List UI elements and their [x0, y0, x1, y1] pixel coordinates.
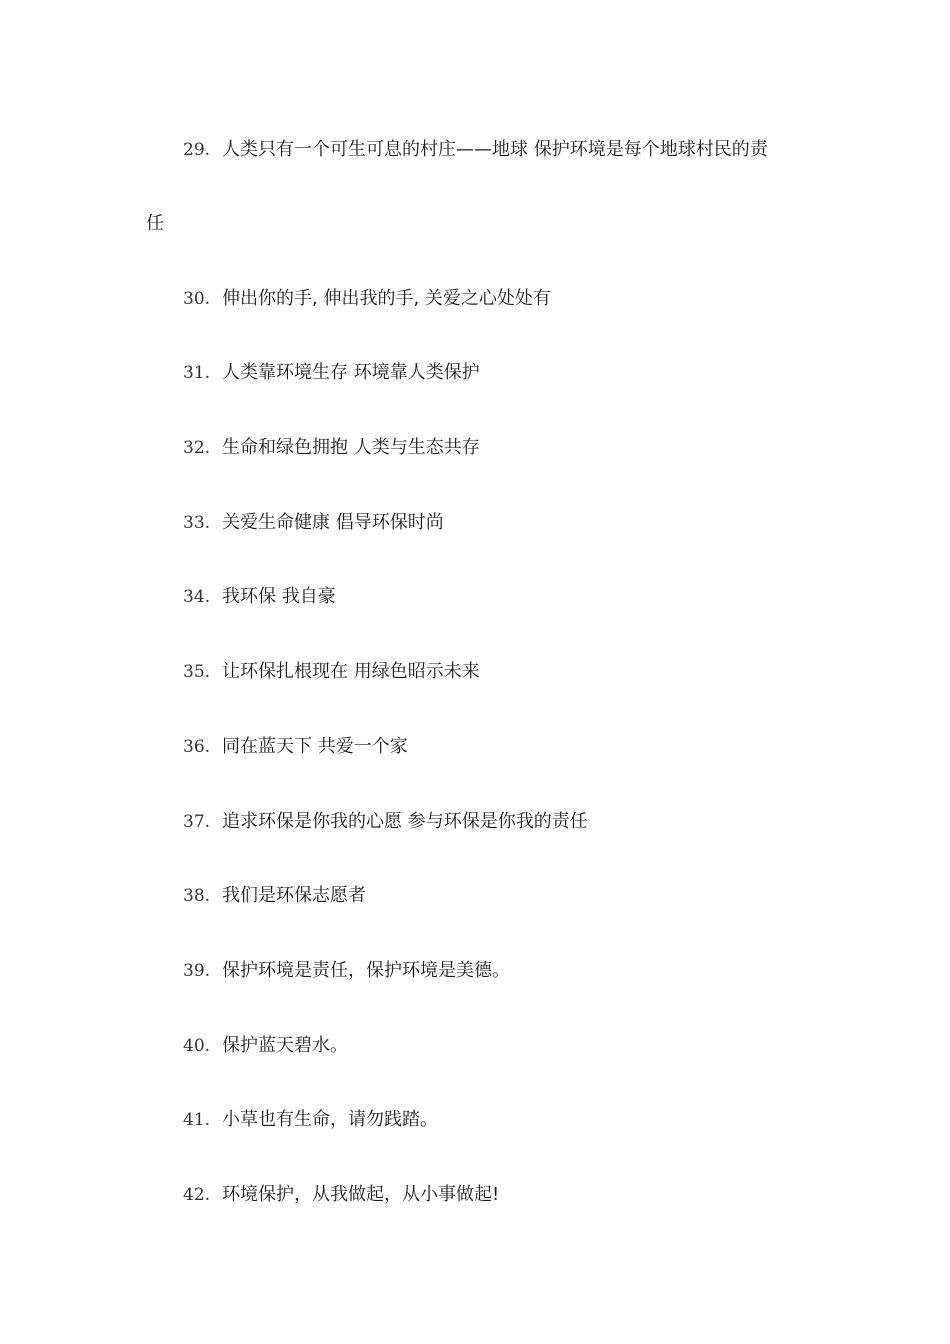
list-item	[0, 881, 950, 911]
list-item	[0, 732, 950, 762]
item-number: 36.	[183, 737, 211, 757]
item-number: 33.	[183, 513, 211, 533]
list-item	[0, 135, 950, 165]
item-text: 伸出你的手, 伸出我的手, 关爱之心处处有	[222, 288, 551, 309]
item-text: 让环保扎根现在 用绿色昭示未来	[222, 661, 480, 682]
item-text-continuation: 任	[146, 213, 164, 234]
item-text: 小草也有生命，请勿践踏。	[222, 1109, 438, 1130]
item-text: 人类靠环境生存 环境靠人类保护	[222, 362, 480, 383]
list-item	[0, 582, 950, 612]
item-number: 29.	[183, 140, 211, 160]
list-item	[0, 358, 950, 388]
item-text: 生命和绿色拥抱 人类与生态共存	[222, 437, 480, 458]
item-number: 41.	[183, 1110, 211, 1130]
list-item	[0, 956, 950, 986]
list-item	[0, 1105, 950, 1135]
item-number: 34.	[183, 587, 211, 607]
item-text: 我环保 我自豪	[222, 586, 336, 607]
item-number: 30.	[183, 289, 211, 309]
item-number: 42.	[183, 1185, 211, 1205]
list-item	[0, 1180, 950, 1210]
item-text: 关爱生命健康 倡导环保时尚	[222, 512, 444, 533]
item-text: 人类只有一个可生可息的村庄——地球 保护环境是每个地球村民的责	[222, 139, 768, 160]
item-text: 环境保护，从我做起，从小事做起!	[222, 1184, 500, 1205]
item-number: 39.	[183, 961, 211, 981]
item-number: 35.	[183, 662, 211, 682]
list-item-continuation	[0, 209, 950, 239]
list-item	[0, 433, 950, 463]
item-text: 我们是环保志愿者	[222, 885, 366, 906]
item-text: 追求环保是你我的心愿 参与环保是你我的责任	[222, 811, 588, 832]
item-number: 37.	[183, 812, 211, 832]
list-item	[0, 807, 950, 837]
list-item	[0, 1031, 950, 1061]
item-number: 31.	[183, 363, 211, 383]
item-text: 保护环境是责任，保护环境是美德。	[222, 960, 510, 981]
item-text: 同在蓝天下 共爱一个家	[222, 736, 408, 757]
item-number: 32.	[183, 438, 211, 458]
list-item	[0, 508, 950, 538]
item-number: 38.	[183, 886, 211, 906]
list-item	[0, 657, 950, 687]
list-item	[0, 284, 950, 314]
item-number: 40.	[183, 1036, 211, 1056]
item-text: 保护蓝天碧水。	[222, 1035, 348, 1056]
